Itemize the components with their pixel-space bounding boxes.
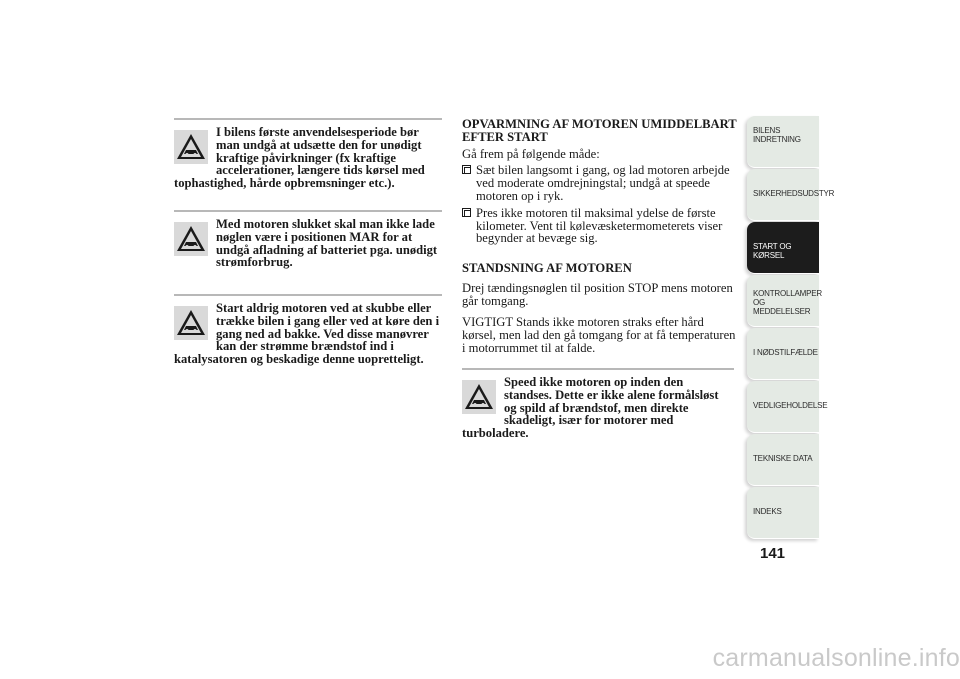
list-item: Sæt bilen langsomt i gang, og lad motoren arbejde ved moderate omdrejningstal; undgå at speede motoren op i ryk. [462, 164, 737, 202]
warning-text: Speed ikke motoren op inden den standses. Dette er ikke alene formålsløst og spild af brændstof, men direkte skadeligt, især for motorer med turboladere. [462, 375, 719, 441]
warning-triangle-car-icon [174, 130, 208, 164]
checkbox-bullet-icon [462, 165, 471, 174]
list-item: Pres ikke motoren til maksimal ydelse de første kilometer. Vent til kølevæsketermometerets viser begynder at bevæge sig. [462, 207, 737, 245]
heading-warmup: OPVARMNING AF MOTOREN UMIDDELBART EFTER START [462, 117, 737, 144]
chapter-tabs [747, 116, 835, 540]
divider [462, 368, 734, 370]
intro-text: Gå frem på følgende måde: [462, 146, 600, 161]
tab-tekniske-data[interactable]: TEKNISKE DATA [747, 434, 819, 486]
heading-stop: STANDSNING AF MOTOREN [462, 261, 632, 275]
tab-indeks[interactable]: INDEKS [747, 487, 819, 539]
important-text: VIGTIGT Stands ikke motoren straks efter hård kørsel, men lad den gå tomgang for at få temperaturen i motorrummet til at falde. [462, 315, 736, 355]
divider [174, 118, 442, 120]
tab-i-nodstilfaelde[interactable]: I NØDSTILFÆLDE [747, 328, 819, 380]
warning-text: Start aldrig motoren ved at skubbe eller trække bilen i gang eller ved at køre den i gang ned ad bakke. Ved disse manøvrer kan der strømme brændstof ind i katalysatoren og beskadige denne uopretteligt. [174, 301, 440, 367]
tab-start-og-korsel[interactable]: START OG KØRSEL [747, 222, 819, 274]
tab-bilens-indretning[interactable]: BILENS INDRETNING [747, 116, 819, 168]
tab-vedligeholdelse[interactable]: VEDLIGEHOLDELSE [747, 381, 819, 433]
warning-box [174, 294, 442, 366]
warning-triangle-car-icon [174, 222, 208, 256]
warning-triangle-car-icon [174, 306, 208, 340]
page-number: 141 [760, 545, 786, 562]
warning-text: I bilens første anvendelsesperiode bør man undgå at udsætte den for unødigt kraftige påvirkninger (fx kraftige accelerationer, længere tids kørsel med tophastighed, hårde opbremsninger etc.). [174, 125, 425, 191]
section-stop [462, 262, 737, 355]
warning-box [174, 118, 442, 190]
watermark: carmanualsonline.info [712, 644, 960, 672]
stop-text: Drej tændingsnøglen til position STOP mens motoren går tomgang. [462, 280, 733, 308]
divider [174, 210, 442, 212]
warning-box [462, 368, 734, 440]
warning-text: Med motoren slukket skal man ikke lade nøglen være i positionen MAR for at undgå afladning af batteriet pga. unødigt strømforbrug. [216, 217, 438, 270]
tab-kontrollamper[interactable]: KONTROLLAMPER OG MEDDELELSER [747, 275, 819, 327]
checkbox-bullet-icon [462, 208, 471, 217]
divider [174, 294, 442, 296]
section-warmup [462, 118, 737, 245]
warning-triangle-car-icon [462, 380, 496, 414]
warning-box [174, 210, 442, 269]
tab-sikkerhedsudstyr[interactable]: SIKKERHEDSUDSTYR [747, 169, 819, 221]
